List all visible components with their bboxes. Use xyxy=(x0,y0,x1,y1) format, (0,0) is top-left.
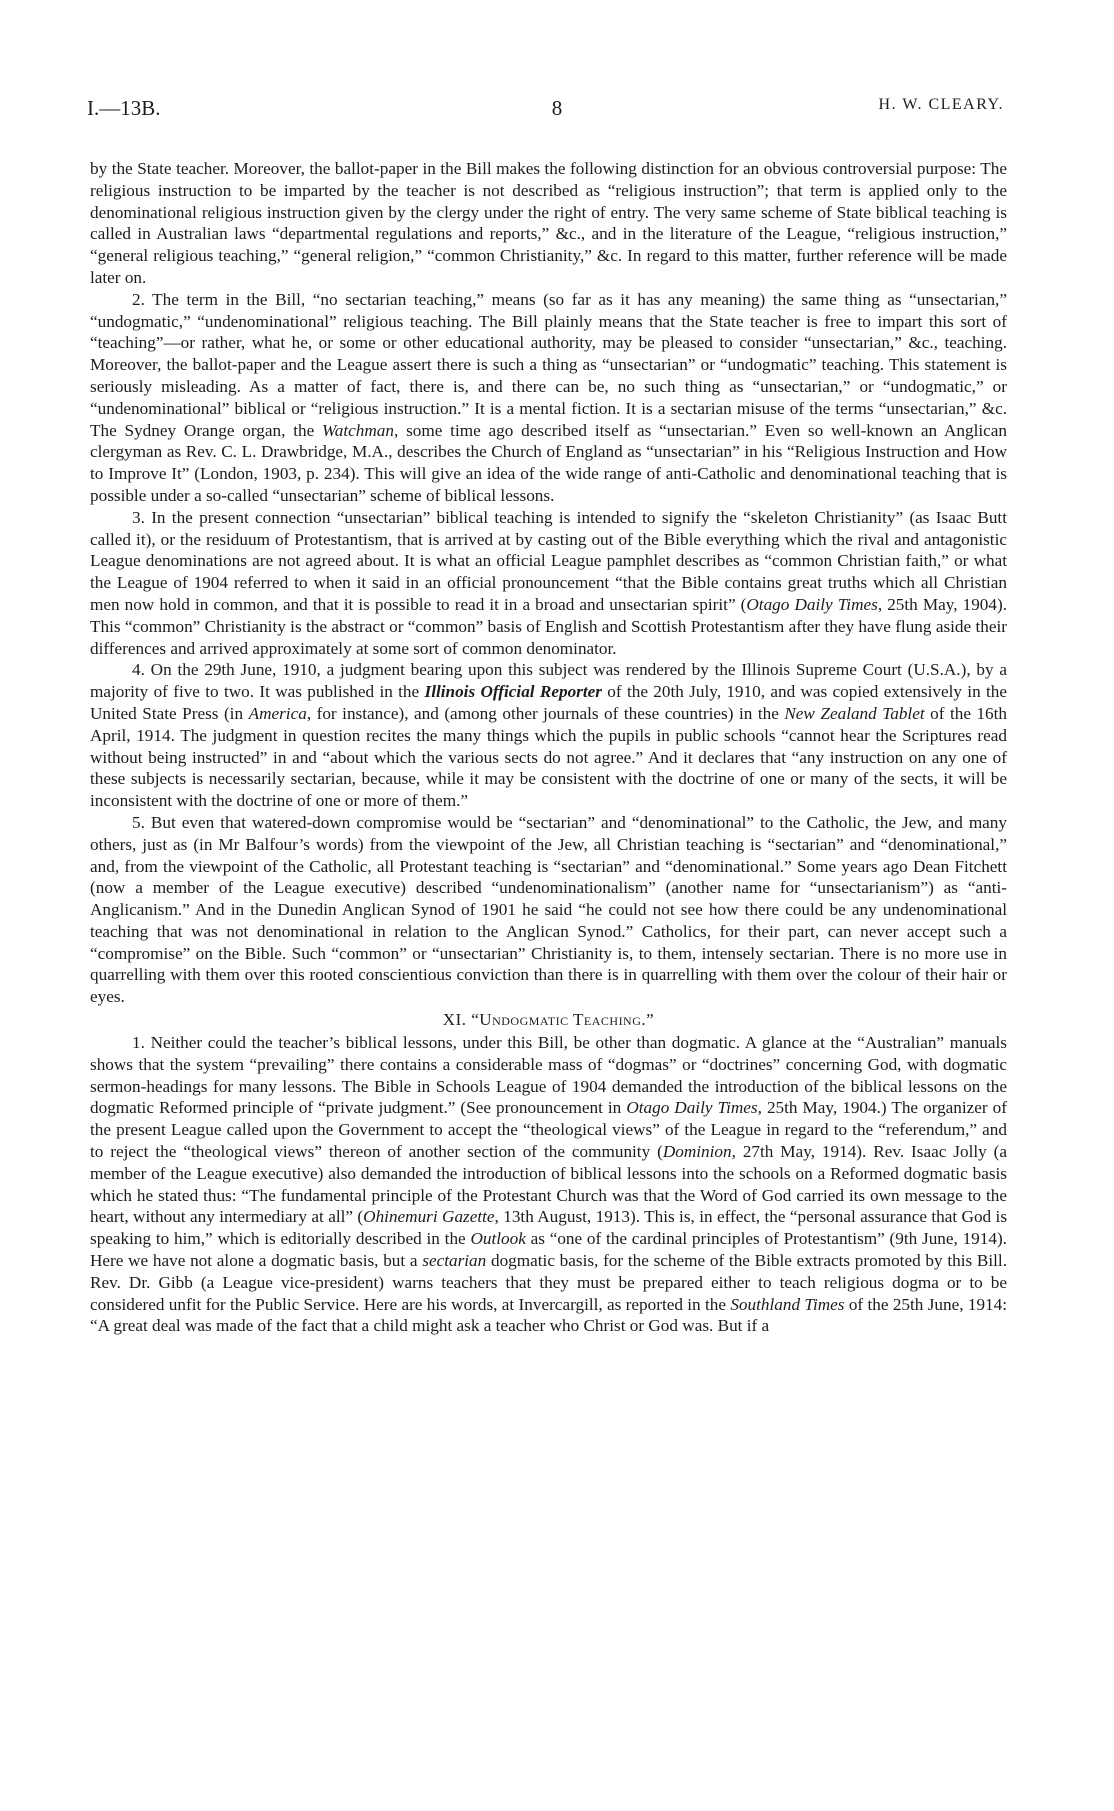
publication-title: Ohinemuri Gazette xyxy=(363,1207,495,1227)
publication-title: Otago Daily Times xyxy=(626,1098,758,1118)
publication-title: America xyxy=(248,703,307,723)
header-author: H. W. CLEARY. xyxy=(878,96,1004,113)
paragraph-intro: by the State teacher. Moreover, the ballot-paper in the Bill makes the following distinction for an obvious controversial purpose: The religious instruction to be imparted by the teacher is not described as “religious instruction”; that term is applied only to the denominational religious instruction given by the clergy under the right of entry. The very same scheme of State biblical teaching is called in Australian laws “departmental regulations and reports,” &c., and in the literature of the League, “religious instruction,” “general religious teaching,” “general religion,” “common Christianity,” &c. In regard to this matter, further reference will be made later on. xyxy=(90,159,1007,287)
paragraph-2: 2. The term in the Bill, “no sectarian teaching,” means (so far as it has any meaning) the same thing as “unsectarian,” “undogmatic,” “undenominational” religious teaching. The Bill plainly means that the State teacher is free to impart this sort of “teaching”—or rather, what he, or some or other educational authority, may be pleased to consider “unsectarian,” &c., teaching. Moreover, the ballot-paper and the League assert there is such a thing as “unsectarian” or “undogmatic” teaching. This statement is seriously misleading. As a matter of fact, there is, and there can be, no such thing as “unsectarian,” or “undogmatic,” or “undenominational” biblical or “religious instruction.” It is a mental fiction. It is a sectarian misuse of the terms “unsectarian,” &c. The Sydney Orange organ, the Watchman, some time ago described itself as “unsectarian.” Even so well-known an Anglican clergyman as Rev. C. L. Drawbridge, M.A., describes the Church of England as “unsectarian” in his “Religious Instruction and How to Improve It” (London, 1903, p. 234). This will give an idea of the wide range of anti-Catholic and denominational teaching that is possible under a so-called “unsectarian” scheme of biblical lessons. xyxy=(90,289,1007,505)
body-text xyxy=(90,158,1007,1337)
section-11-paragraph-1: 1. Neither could the teacher’s biblical lessons, under this Bill, be other than dogmatic. A glance at the “Australian” manuals shows that the system “prevailing” there contains a considerable mass of “dogmas” or “doctrines” concerning God, with dogmatic sermon-headings for many lessons. The Bible in Schools League of 1904 demanded the introduction of the biblical lessons on the dogmatic Reformed principle of “private judgment.” (See pronouncement in Otago Daily Times, 25th May, 1904.) The organizer of the present League called upon the Government to accept the “theological views” of the League in regard to the “referendum,” and to reject the “theological views” thereon of another section of the community (Dominion, 27th May, 1914). Rev. Isaac Jolly (a member of the League executive) also demanded the introduction of biblical lessons into the schools on a Reformed dogmatic basis which he stated thus: “The fundamental principle of the Protestant Church was that the Word of God carried its own message to the heart, without any intermediary at all” (Ohinemuri Gazette, 13th August, 1913). This is, in effect, the “personal assurance that God is speaking to him,” which is editorially described in the Outlook as “one of the cardinal principles of Protestantism” (9th June, 1914). Here we have not alone a dogmatic basis, but a sectarian dogmatic basis, for the scheme of the Bible extracts promoted by this Bill. Rev. Dr. Gibb (a League vice-president) warns teachers that they must be prepared either to teach religious dogma or to be considered unfit for the Public Service. Here are his words, at Invercargill, as reported in the Southland Times of the 25th June, 1914: “A great deal was made of the fact that a child might ask a teacher who Christ or God was. But if a xyxy=(90,1033,1008,1336)
publication-title: Dominion xyxy=(662,1142,732,1162)
emphasis: sectarian xyxy=(422,1251,487,1271)
paragraph-4: 4. On the 29th June, 1910, a judgment bearing upon this subject was rendered by the Illinois Supreme Court (U.S.A.), by a majority of five to two. It was published in the Illinois Official Reporter of the 20th July, 1910, and was copied extensively in the United State Press (in America, for instance), and (among other journals of these countries) in the New Zealand Tablet of the 16th April, 1914. The judgment in question recites the many things which the pupils in public schools “cannot hear the Scriptures read without being instructed” in and “about which the various sects do not agree.” And it declares that “any instruction on any one of these subjects is necessarily sectarian, because, while it may be consistent with the doctrine of one or many of the sects, it will be inconsistent with the doctrine of one or more of them.” xyxy=(90,660,1008,811)
publication-title: Otago Daily Times xyxy=(746,594,878,614)
header-reference: I.—13B. xyxy=(87,96,161,120)
publication-title: Illinois Official Reporter xyxy=(424,682,602,702)
page-number: 8 xyxy=(551,96,563,120)
paragraph-5: 5. But even that watered-down compromise would be “sectarian” and “denominational” to the Catholic, the Jew, and many others, just as (in Mr Balfour’s words) from the viewpoint of the Jew, all Christian teaching is “sectarian” and “denominational,” and, from the viewpoint of the Catholic, all Protestant teaching is “sectarian” and “denominational.” Some years ago Dean Fitchett (now a member of the League executive) described “undenominationalism” (another name for “unsectarianism”) as “anti-Anglicanism.” And in the Dunedin Anglican Synod of 1901 he said “he could not see how there could be any undenominational teaching that was not denominational in relation to the Anglican Synod.” Catholics, for their part, can never accept such a “compromise” on the Bible. Such “common” or “unsectarian” Christianity is, to them, intensely sectarian. There is no more use in quarrelling with them over this rooted conscientious conviction than there is in quarrelling with them over the colour of their hair or eyes. xyxy=(90,812,1007,1007)
publication-title: Watchman xyxy=(322,420,394,440)
paragraph-3: 3. In the present connection “unsectarian” biblical teaching is intended to signify the “skeleton Christianity” (as Isaac Butt called it), or the residuum of Protestantism, that is arrived at by casting out of the Bible everything which the rival and antagonistic League denominations are not agreed about. It is what an official League pamphlet describes as “common Christian faith,” or what the League of 1904 referred to when it said in an official pronouncement “that the Bible contains great truths which all Christian men now hold in common, and that it is possible to read it in a broad and unsectarian spirit” (Otago Daily Times, 25th May, 1904). This “common” Christianity is the abstract or “common” basis of English and Scottish Protestantism after they have flung aside their differences and arrived approximately at some sort of common denominator. xyxy=(90,507,1007,658)
section-heading: XI. “Undogmatic Teaching.” xyxy=(442,1010,655,1030)
publication-title: Southland Times xyxy=(730,1294,845,1314)
publication-title: New Zealand Tablet xyxy=(784,703,925,723)
publication-title: Outlook xyxy=(470,1229,526,1249)
